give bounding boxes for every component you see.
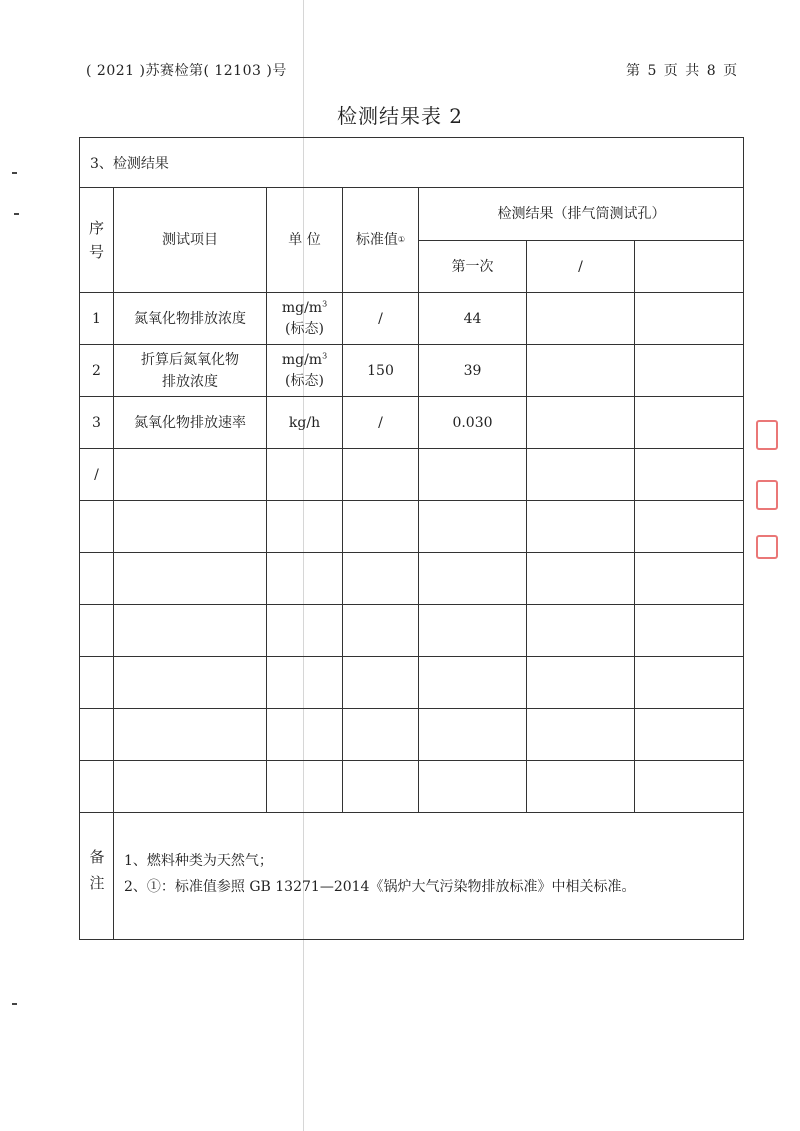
header-seq (80, 188, 113, 292)
row3-item: 氮氧化物排放速率 (134, 414, 246, 431)
header-first: 第一次 (451, 258, 494, 275)
header-standard: 标准值 ① (343, 188, 418, 292)
section-title: 3、检测结果 (90, 156, 169, 172)
remark-line-1: 1、燃料种类为天然气； (124, 853, 273, 869)
grid-line (79, 500, 744, 501)
row4-seq: / (94, 466, 99, 483)
grid-line (79, 760, 744, 761)
row1-seq: 1 (92, 310, 101, 327)
remarks-text (124, 848, 635, 900)
margin-mark (12, 1003, 17, 1005)
remarks-label (80, 840, 114, 900)
grid-line (79, 812, 744, 813)
header-second: / (578, 258, 583, 275)
header-item: 测试项目 (162, 232, 218, 248)
row2-item (114, 345, 266, 396)
header-standard-text: 标准值 (355, 232, 398, 248)
row2-unit-main (282, 350, 327, 371)
row3-seq: 3 (92, 414, 101, 431)
row2-item-line2: 排放浓度 (162, 373, 218, 390)
remark-line-2: 2、①：标准值参照 GB 13271—2014《锅炉大气污染物排放标准》中相关标准。 (124, 879, 636, 895)
row1-first: 44 (463, 310, 482, 327)
row3-standard: / (378, 414, 383, 431)
remarks-label-bottom: 注 (89, 874, 105, 892)
grid-line (79, 708, 744, 709)
document-number: ( 2021 )苏赛检第( 12103 )号 (86, 63, 287, 79)
grid-line (79, 448, 744, 449)
grid-line (79, 552, 744, 553)
row1-unit-sup: 3 (322, 298, 328, 308)
seal-edge-mark (756, 480, 778, 510)
row3-unit: kg/h (288, 414, 321, 431)
margin-mark (12, 172, 17, 174)
row2-standard: 150 (367, 362, 394, 379)
row2-unit-text: mg/m (281, 351, 323, 368)
header-unit: 单 位 (288, 232, 321, 248)
grid-line (634, 240, 635, 812)
header-third (635, 241, 744, 292)
row1-unit (267, 293, 342, 344)
page-indicator: 第 5 页 共 8 页 (626, 63, 738, 79)
row1-item (114, 293, 266, 344)
row2-seq: 2 (92, 362, 101, 379)
row2-unit (267, 345, 342, 396)
grid-line (79, 656, 744, 657)
row3-first: 0.030 (452, 414, 493, 431)
page-title: 检测结果表 2 (336, 104, 464, 128)
remarks-label-top: 备 (89, 848, 105, 866)
row2-unit-condition: (标态) (285, 372, 324, 389)
row1-item-line1: 氮氧化物排放浓度 (134, 310, 246, 327)
seal-edge-mark (756, 535, 778, 559)
row2-item-line1: 折算后氮氧化物 (141, 351, 239, 368)
grid-line (79, 604, 744, 605)
row1-unit-condition: (标态) (285, 320, 324, 337)
seal-edge-mark (756, 420, 778, 450)
row1-standard: / (378, 310, 383, 327)
header-results-group: 检测结果（排气筒测试孔） (497, 206, 666, 222)
row2-unit-sup: 3 (322, 350, 328, 360)
margin-mark (14, 213, 19, 215)
header-seq-text: 序号 (88, 219, 104, 261)
row1-unit-text: mg/m (281, 299, 323, 316)
grid-line (526, 240, 527, 812)
row2-first: 39 (463, 362, 482, 379)
row1-unit-main (282, 298, 327, 319)
